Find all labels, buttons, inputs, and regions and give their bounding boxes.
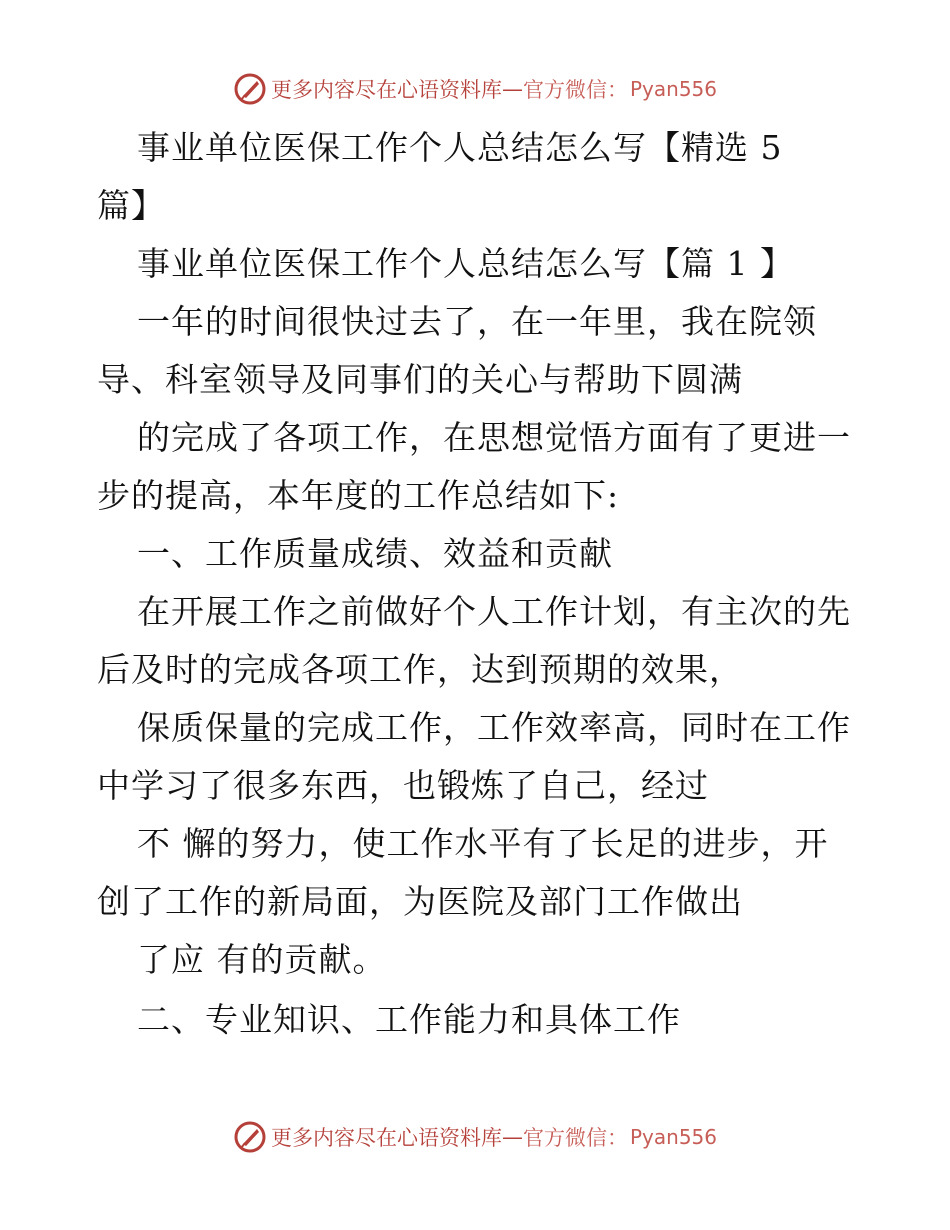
text-line: 中学习了很多东西，也锻炼了自己，经过 — [97, 766, 709, 805]
banner-wechat-label: 官方微信： — [522, 1126, 628, 1150]
text-line: 保质保量的完成工作，工作效率高，同时在工作 — [137, 708, 851, 747]
text-line: 后及时的完成各项工作，达到预期的效果， — [97, 650, 743, 689]
header-watermark-banner — [0, 72, 950, 106]
doc-title-line-2: 篇】 — [97, 186, 165, 225]
banner-dash: — — [501, 77, 523, 101]
text-line: 在开展工作之前做好个人工作计划，有主次的先 — [137, 592, 851, 631]
text-line: 的完成了各项工作，在思想觉悟方面有了更进一 — [137, 418, 851, 457]
footer-watermark-banner — [0, 1120, 950, 1154]
banner-wechat-id: Pyan556 — [629, 1125, 717, 1149]
banner-wechat-label: 官方微信： — [522, 78, 628, 102]
text-line: 不 懈的努力，使工作水平有了长足的进步，开 — [137, 824, 829, 863]
quill-logo-icon — [233, 1120, 267, 1154]
banner-text: 更多内容尽在心语资料库 — [270, 78, 502, 102]
text-line: 导、科室领导及同事们的关心与帮助下圆满 — [97, 360, 743, 399]
text-line: 创了工作的新局面，为医院及部门工作做出 — [97, 882, 743, 921]
subheading-2: 二、专业知识、工作能力和具体工作 — [137, 1000, 681, 1039]
text-line: 步的提高，本年度的工作总结如下: — [97, 476, 620, 515]
banner-wechat-id: Pyan556 — [629, 77, 717, 101]
banner-text: 更多内容尽在心语资料库 — [270, 1126, 502, 1150]
quill-logo-icon — [233, 72, 267, 106]
subheading-1: 一、工作质量成绩、效益和贡献 — [137, 534, 613, 573]
banner-dash: — — [501, 1125, 523, 1149]
text-line: 一年的时间很快过去了，在一年里，我在院领 — [137, 302, 817, 341]
doc-title-line-1: 事业单位医保工作个人总结怎么写【精选 5 — [137, 128, 783, 167]
text-line: 了应 有的贡献。 — [137, 940, 387, 979]
section-heading-1: 事业单位医保工作个人总结怎么写【篇 1 】 — [137, 244, 794, 283]
